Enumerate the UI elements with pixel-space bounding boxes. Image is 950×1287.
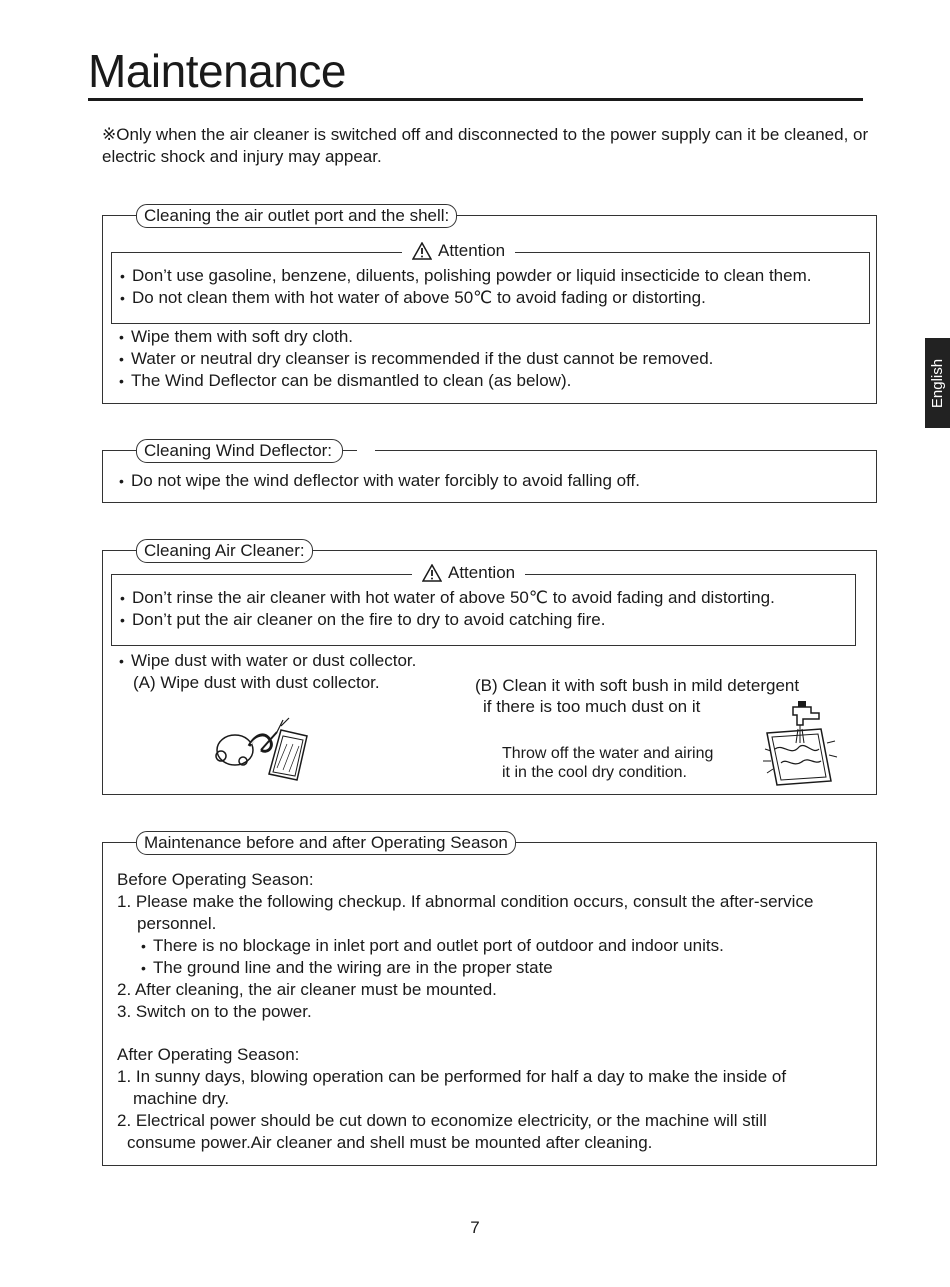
attention-box-outlet bbox=[111, 241, 870, 324]
option-b-text: if there is too much dust on it bbox=[483, 697, 701, 716]
vacuum-cleaner-icon bbox=[211, 714, 311, 782]
section-deflector-heading: Cleaning Wind Deflector: bbox=[136, 439, 343, 463]
attention-heading bbox=[412, 563, 525, 583]
section-operating-season bbox=[102, 833, 877, 1166]
attention-heading bbox=[402, 241, 515, 261]
section-outlet-cleaning bbox=[102, 206, 877, 404]
attention-item: • Don’t put the air cleaner on the fire to dry to avoid catching fire. bbox=[120, 609, 605, 631]
drying-text: it in the cool dry condition. bbox=[502, 764, 687, 781]
after-season-heading: After Operating Season: bbox=[117, 1045, 300, 1064]
section-air-cleaner-heading: Cleaning Air Cleaner: bbox=[136, 539, 313, 563]
checklist-line: consume power.Air cleaner and shell must be mounted after cleaning. bbox=[127, 1133, 653, 1152]
page-number: 7 bbox=[470, 1218, 480, 1237]
language-tab-label: English bbox=[929, 358, 947, 408]
attention-box-air-cleaner bbox=[111, 563, 856, 646]
option-b-text: (B) Clean it with soft bush in mild detergent bbox=[475, 676, 800, 695]
section-season-heading: Maintenance before and after Operating Season bbox=[136, 831, 516, 855]
attention-item: • Don’t use gasoline, benzene, diluents, polishing powder or liquid insecticide to clean them. bbox=[120, 265, 811, 287]
section-outlet-heading: Cleaning the air outlet port and the shell: bbox=[136, 204, 457, 228]
checklist-line: personnel. bbox=[137, 914, 217, 933]
attention-label: Attention bbox=[448, 563, 516, 582]
checklist-line: machine dry. bbox=[133, 1089, 230, 1108]
checklist-subitem: • The ground line and the wiring are in the proper state bbox=[141, 957, 553, 979]
section-wind-deflector bbox=[102, 441, 877, 503]
faucet-rinse-icon bbox=[763, 699, 839, 787]
warning-triangle-icon bbox=[422, 564, 442, 582]
list-item: • Do not wipe the wind deflector with water forcibly to avoid falling off. bbox=[119, 470, 640, 492]
list-item: • Wipe dust with water or dust collector. bbox=[119, 650, 416, 672]
checklist-line: 1. Please make the following checkup. If abnormal condition occurs, consult the after-service bbox=[117, 892, 814, 911]
section-air-cleaner bbox=[102, 541, 877, 795]
page-title: Maintenance bbox=[88, 45, 346, 97]
attention-item: • Don’t rinse the air cleaner with hot water of above 50℃ to avoid fading and distorting. bbox=[120, 587, 775, 609]
attention-label: Attention bbox=[438, 241, 506, 260]
list-item: • Wipe them with soft dry cloth. bbox=[119, 326, 353, 348]
checklist-line: 2. After cleaning, the air cleaner must be mounted. bbox=[117, 980, 497, 999]
safety-intro: ※Only when the air cleaner is switched off and disconnected to the power supply can it be cleaned, or electric shock and injury may appear. bbox=[102, 125, 869, 166]
checklist-line: 1. In sunny days, blowing operation can be performed for half a day to make the inside of bbox=[117, 1067, 787, 1086]
option-a-text: (A) Wipe dust with dust collector. bbox=[133, 673, 380, 692]
title-divider bbox=[88, 98, 863, 101]
border-gap bbox=[357, 448, 375, 452]
language-tab bbox=[925, 338, 950, 428]
warning-triangle-icon bbox=[412, 242, 432, 260]
checklist-line: 3. Switch on to the power. bbox=[117, 1002, 312, 1021]
checklist-subitem: • There is no blockage in inlet port and outlet port of outdoor and indoor units. bbox=[141, 935, 724, 957]
list-item: • The Wind Deflector can be dismantled to clean (as below). bbox=[119, 370, 571, 392]
checklist-line: 2. Electrical power should be cut down to economize electricity, or the machine will still bbox=[117, 1111, 767, 1130]
list-item: • Water or neutral dry cleanser is recommended if the dust cannot be removed. bbox=[119, 348, 713, 370]
drying-text: Throw off the water and airing bbox=[502, 745, 714, 762]
attention-item: • Do not clean them with hot water of above 50℃ to avoid fading or distorting. bbox=[120, 287, 706, 309]
before-season-heading: Before Operating Season: bbox=[117, 870, 314, 889]
